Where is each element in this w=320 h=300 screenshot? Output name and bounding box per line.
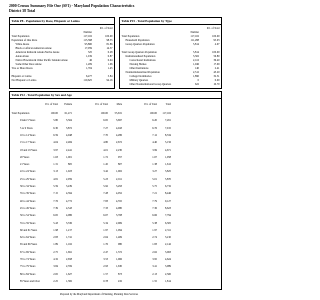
p12-cell: 9,127: [164, 199, 171, 203]
p12-cell: 807: [117, 163, 122, 167]
p12-cell: 5.43: [53, 221, 58, 225]
p12-cell: 1.89: [53, 243, 58, 247]
p8-row-number: 1,704: [85, 67, 92, 70]
p12-cell: 1.57: [103, 272, 108, 276]
p8-row-pct: 1.06: [107, 63, 113, 66]
p8-row-number: 95,860: [84, 43, 92, 46]
report-subtitle: District 38 Total: [9, 9, 36, 13]
p12-cell: 8,334: [164, 133, 171, 137]
p12-cell: 4.81: [53, 177, 58, 181]
p12-cell: 4,043: [115, 126, 122, 130]
p15-row-number: 0: [197, 79, 199, 82]
p12-cell: 7.33: [103, 206, 108, 210]
p12-cell: 7.39: [53, 206, 58, 210]
p12-cell: 1.83: [152, 243, 157, 247]
p12-cell: 3.42: [103, 170, 108, 174]
p15-row-number: 5,814: [192, 43, 199, 46]
p12-row-label: 50 to 54 Years: [20, 214, 36, 218]
p12-cell: 5.34: [103, 221, 108, 225]
p12-cell: 5.59: [53, 185, 58, 188]
p12-col-header: Pct. of Total: [45, 103, 58, 106]
p12-cell: 2.65: [53, 272, 58, 276]
p12-cell: 805: [67, 163, 72, 167]
p8-row-number: 115,398: [83, 39, 92, 42]
p12-cell: 7.70: [103, 133, 108, 137]
p12-cell: 7.36: [152, 206, 157, 210]
p12-row: [10, 134, 221, 138]
p12-row: [10, 200, 221, 204]
p12-cell: 3.27: [152, 170, 157, 174]
p12-cell: 5.01: [152, 177, 157, 181]
p12-cell: 4.01: [103, 148, 108, 152]
p12-cell: 6.59: [53, 133, 58, 137]
p12-row: [10, 156, 221, 160]
p12-row-label: 15 to 17 Years: [20, 141, 36, 145]
p12-cell: 1.38: [152, 163, 157, 167]
p12-cell: 3.53: [103, 258, 108, 261]
p8-row-pct: 81.86: [106, 43, 113, 46]
p12-cell: 0.78: [103, 279, 108, 283]
p12-cell: 4,355: [115, 199, 122, 203]
p12-row: [10, 243, 221, 247]
p12-row-label: 75 to 79 Years: [20, 265, 36, 269]
p12-row: [10, 185, 221, 189]
p12-col-header: Pct. of Total: [95, 103, 108, 106]
p15-row-label: Total Population: [121, 35, 140, 38]
p12-cell: 3.13: [53, 170, 58, 174]
p12-cell: 2,359: [65, 265, 72, 269]
p15-row-pct: 100.00: [212, 35, 220, 38]
p15-row-pct: 100.00: [212, 51, 220, 54]
p8-row-number: 1,019: [85, 55, 92, 58]
p12-cell: 2.47: [103, 250, 108, 254]
p12-cell: 7.28: [103, 192, 108, 196]
p12-cell: 7.27: [103, 126, 108, 130]
p8-row-number: 117,102: [83, 35, 92, 38]
p12-cell: 1,469: [115, 236, 122, 240]
p12-cell: 4,624: [164, 258, 171, 261]
p12-cell: 4.80: [103, 141, 108, 145]
p12-cell: 5,156: [164, 141, 171, 145]
p12-row-label: 20 Years: [20, 155, 30, 159]
p8-row-label: Not Hispanic or Latino: [11, 79, 37, 82]
p12-cell: 2,672: [115, 141, 122, 145]
p8-row-number: 110,625: [83, 79, 92, 82]
p12-cell: 1.97: [103, 228, 108, 232]
p12-cell: 3,872: [65, 126, 72, 130]
p12-cell: 1.55: [152, 279, 157, 283]
p12-row: [10, 265, 221, 269]
p12-cell: 2,484: [65, 141, 72, 145]
p15-row-pct: 10.70: [213, 83, 220, 86]
p12-cell: 2.25: [53, 279, 58, 283]
p12-cell: 2,658: [65, 258, 72, 261]
p12-cell: 4,772: [65, 199, 72, 203]
p12-cell: 3.99: [152, 148, 157, 152]
p12-cell: 4,080: [115, 206, 122, 210]
p12-cell: 100.00: [100, 112, 108, 115]
p15-col-number: Number: [190, 31, 199, 34]
p12-cell: 3,210: [164, 236, 171, 240]
p12-cell: 1.31: [53, 163, 58, 167]
p8-col-pct: Pct. of Total: [99, 27, 113, 30]
p12-cell: 6,305: [164, 221, 171, 225]
p15-row-label: Total Group Quarters Population: [121, 51, 157, 54]
p12-cell: 4,286: [115, 133, 122, 137]
p12-cell: 5.75: [152, 185, 157, 188]
p8-row-label: American Indian & Alaska Native Alone: [15, 51, 60, 54]
p8-row-label: Some Other Race Alone: [15, 63, 42, 66]
p12-row: [10, 214, 221, 218]
p8-row-label: Hispanic or Latino: [11, 75, 32, 78]
p12-cell: 55,631: [114, 112, 122, 115]
p15-row: [120, 43, 221, 47]
p12-cell: 7,915: [164, 126, 171, 130]
p8-row-number: 325: [87, 51, 92, 54]
p12-col-header: Female: [64, 103, 72, 106]
p12-row-label: 55 to 59 Years: [20, 221, 36, 225]
p12-col-header: Total: [165, 103, 171, 106]
p12-cell: 2,441: [65, 148, 72, 152]
p12-cell: 7.15: [53, 192, 58, 196]
p12-row: [10, 207, 221, 211]
p12-cell: 3,564: [65, 119, 72, 123]
p12-cell: 2,142: [164, 243, 171, 247]
p8-row-pct: 0.04: [107, 59, 113, 62]
p12-cell: 6.76: [152, 126, 157, 130]
p12-cell: 873: [117, 272, 122, 276]
p12-cell: 61,471: [64, 112, 72, 115]
p12-cell: 7.79: [152, 199, 157, 203]
p12-cell: 3.95: [152, 258, 157, 261]
p8-row-label: Population of One Race: [11, 39, 38, 42]
p12-row-label: 18 and 19 Years: [20, 148, 38, 152]
p12-row-label: 35 to 39 Years: [20, 192, 36, 196]
p12-cell: 1,691: [65, 250, 72, 254]
p12-cell: 5.80: [53, 119, 58, 123]
p15-row-pct: 2.41: [214, 67, 220, 70]
p15-row-pct: 4.97: [214, 43, 220, 46]
p12-cell: 2.75: [53, 250, 58, 254]
p12-cell: 117,102: [162, 112, 171, 115]
p15-row-label: Household Population: [125, 39, 150, 42]
p12-cell: 2,969: [115, 221, 122, 225]
p12-cell: 1,094: [115, 228, 122, 232]
p12-col-header: Pct. of Total: [144, 103, 157, 106]
p12-row: [10, 163, 221, 167]
p12-col-header: Male: [116, 103, 122, 106]
p12-row: [10, 119, 221, 123]
p12-cell: 2.74: [152, 236, 157, 240]
p12-row: [10, 229, 221, 233]
p8-row-label: Black or African American Alone: [15, 47, 52, 50]
p12-cell: 6.30: [53, 126, 58, 130]
p12-cell: 100.00: [50, 112, 58, 115]
p15-row-pct: 43.20: [213, 71, 220, 74]
p8-row-label: Native Hawaiian & Other Pacific Islander Alone: [15, 59, 68, 62]
p12-row: [10, 178, 221, 182]
p12-row: [10, 273, 221, 277]
p15-row-label: Correctional Institutions: [129, 59, 156, 62]
p8-row-number: 17,059: [84, 47, 92, 50]
p12-cell: 2.64: [103, 236, 108, 240]
table-p8-title: Table P8 - Population by Race, Hispanic or Latino: [10, 18, 114, 25]
p12-row-label: 30 to 34 Years: [20, 185, 36, 188]
p12-cell: 7.21: [152, 192, 157, 196]
p12-row-label: 25 to 29 Years: [20, 177, 36, 181]
p15-row-label: Other Noninstitutional Group Quarters: [129, 83, 172, 86]
p15-row-number: 5,814: [192, 51, 199, 54]
p12-row: [10, 112, 221, 116]
p12-cell: 980: [117, 243, 122, 247]
table-p8: [9, 17, 115, 89]
p8-row-pct: 5.84: [107, 75, 113, 78]
table-p12-title: Table P12 - Total Population by Sex and Age: [10, 92, 221, 99]
p12-cell: 1,382: [65, 279, 72, 283]
p12-cell: 4,048: [65, 133, 72, 137]
p12-cell: 5.92: [103, 185, 108, 188]
p15-row-number: 3,302: [192, 55, 199, 58]
report-footer: Prepared by the Maryland Department of Planning, Planning Data Services: [60, 293, 139, 296]
p12-row-label: 45 to 49 Years: [20, 206, 36, 210]
p8-row: [10, 67, 114, 71]
p12-cell: 7.12: [152, 133, 157, 137]
p12-cell: 7,794: [164, 214, 171, 218]
p12-cell: 7.83: [103, 199, 108, 203]
p12-cell: 2.62: [152, 250, 157, 254]
p12-cell: 1,630: [115, 265, 122, 269]
p12-cell: 4.40: [152, 141, 157, 145]
p12-row: [10, 222, 221, 226]
p12-row: [10, 251, 221, 255]
p12-cell: 6,732: [164, 185, 171, 188]
p15-row-pct: 32.51: [213, 75, 220, 78]
p15-row-number: 117,102: [190, 35, 199, 38]
p8-row-pct: 100.00: [105, 35, 113, 38]
p15-row-number: 622: [194, 83, 199, 86]
p15-row: [120, 83, 221, 87]
p12-cell: 4,394: [65, 192, 72, 196]
p12-row-label: 40 to 44 Years: [20, 199, 36, 203]
p12-cell: 1,814: [164, 279, 171, 283]
p12-row-label: 70 to 74 Years: [20, 258, 36, 261]
p12-cell: 3.84: [53, 265, 58, 269]
p12-cell: 3,439: [65, 185, 72, 188]
p15-row-number: 111,288: [190, 39, 199, 42]
p12-row-label: 22 to 24 Years: [20, 170, 36, 174]
p12-row-label: 65 and 66 Years: [20, 243, 38, 247]
p12-cell: 5,870: [164, 177, 171, 181]
p12-cell: 1,741: [65, 236, 72, 240]
p12-cell: 1.72: [103, 155, 108, 159]
p12-cell: 1.97: [152, 228, 157, 232]
p8-row-number: 46: [89, 59, 92, 62]
p8-row-label: Two or More Races: [11, 67, 33, 70]
p12-row-label: 85 Years and Over: [20, 279, 40, 283]
p12-cell: 4,086: [65, 214, 72, 218]
p12-cell: 2,911: [116, 177, 122, 181]
p8-row: [10, 79, 114, 83]
p8-row-pct: 14.57: [106, 47, 113, 50]
p15-row-label: Noninstitutionalized Population: [125, 71, 160, 74]
p12-row-label: 10 to 14 Years: [20, 133, 36, 137]
p8-row-label: Asian Alone: [15, 55, 29, 58]
p12-cell: 2,959: [65, 177, 72, 181]
p15-row-number: 2,116: [193, 59, 199, 62]
p12-cell: 3,825: [164, 170, 171, 174]
p8-row-pct: 94.16: [106, 79, 113, 82]
p8-row-number: 6,477: [85, 75, 92, 78]
p15-row-label: Institutionalized Population: [125, 55, 156, 58]
p12-cell: 1.45: [103, 163, 108, 167]
table-p12: [9, 91, 222, 290]
p12-cell: 2.13: [152, 272, 157, 276]
p12-cell: 4.32: [53, 258, 58, 261]
p12-row: [10, 280, 221, 284]
p12-cell: 100.00: [149, 112, 157, 115]
p15-row-pct: 56.80: [213, 55, 220, 58]
p12-cell: 1,162: [65, 243, 72, 247]
p12-cell: 432: [117, 279, 122, 283]
p12-cell: 3,697: [115, 119, 122, 123]
p15-row-number: 2,512: [192, 71, 199, 74]
table-p15-title: Table P15 - Total Population by Type: [120, 18, 221, 25]
p12-cell: 4.04: [53, 141, 58, 145]
p12-row: [10, 258, 221, 262]
p12-cell: 6.66: [152, 214, 157, 218]
p12-row: [10, 192, 221, 196]
p12-cell: 1,958: [164, 155, 171, 159]
p12-cell: 3.97: [53, 148, 58, 152]
p8-row-label: Total Population: [11, 35, 30, 38]
p12-cell: 1,627: [65, 272, 72, 276]
p12-row-label: 62 to 64 Years: [20, 236, 36, 240]
p12-cell: 3,989: [164, 265, 171, 269]
p12-row: [10, 236, 221, 240]
p12-cell: 1,612: [164, 163, 171, 167]
p8-row-pct: 98.55: [106, 39, 113, 42]
p12-cell: 7,261: [164, 119, 171, 123]
p12-cell: 5.23: [103, 177, 108, 181]
p15-row-number: 1,046: [192, 63, 199, 66]
p15-row-number: 1,890: [192, 75, 199, 78]
p12-cell: 1.98: [53, 228, 58, 232]
p12-row-label: 67 to 69 Years: [20, 250, 36, 254]
p12-row: [10, 141, 221, 145]
p12-cell: 5.38: [152, 221, 157, 225]
p15-row-label: College Dormitories: [129, 75, 152, 78]
p15-col-pct: Pct. of Total: [206, 27, 220, 30]
p8-col-number: Number: [83, 31, 92, 34]
p12-cell: 1,217: [65, 228, 72, 232]
p12-cell: 1,372: [115, 250, 122, 254]
p12-cell: 1.76: [103, 243, 108, 247]
p12-cell: 1,923: [65, 170, 72, 174]
p12-cell: 1,902: [115, 170, 122, 174]
p15-row-label: Group Quarters Population: [125, 43, 155, 46]
p12-cell: 8,623: [164, 206, 171, 210]
p8-row-number: 1,209: [85, 63, 92, 66]
p12-cell: 6.65: [103, 119, 108, 123]
p15-row-number: 140: [194, 67, 199, 70]
p12-cell: 1,001: [65, 155, 72, 159]
p12-cell: 4,671: [164, 148, 171, 152]
p12-cell: 3.41: [152, 265, 157, 269]
p15-row-pct: 95.03: [213, 39, 220, 42]
p12-cell: 2,500: [164, 272, 171, 276]
p12-cell: 957: [117, 155, 122, 159]
p12-cell: 2.93: [103, 265, 108, 269]
p12-cell: 1.63: [53, 155, 58, 159]
p8-row-pct: 0.28: [107, 51, 113, 54]
p12-cell: 1,966: [115, 258, 122, 261]
p12-cell: 3,336: [65, 221, 72, 225]
p15-row-pct: 17.99: [213, 63, 220, 66]
p12-row-label: 80 to 84 Years: [20, 272, 36, 276]
p8-row-pct: 1.45: [107, 67, 113, 70]
report-title: 2000 Census Summary File One (SF1) - Maryland Population Characteristics: [9, 4, 135, 8]
p12-row: [10, 127, 221, 131]
p8-row-label: White Alone: [15, 43, 30, 46]
p12-row-label: 5 to 9 Years: [20, 126, 33, 130]
p12-cell: 2,230: [115, 148, 122, 152]
p12-row-label: Under 5 Years: [20, 119, 36, 123]
p12-row-label: 60 and 61 Years: [20, 228, 38, 232]
p12-cell: 4,052: [115, 192, 122, 196]
p15-row-label: Other Institutions: [129, 67, 149, 70]
p12-cell: 7.76: [53, 199, 58, 203]
table-p15: [119, 17, 222, 89]
p12-cell: 2,311: [165, 228, 171, 232]
p12-cell: 3,063: [164, 250, 171, 254]
p12-cell: 3,293: [115, 185, 122, 188]
p12-cell: 1.67: [152, 155, 157, 159]
p12-row: [10, 149, 221, 153]
p15-row-pct: 36.40: [213, 59, 220, 62]
p12-cell: 8,446: [164, 192, 171, 196]
p15-row-label: Nursing Homes: [129, 63, 147, 66]
p12-cell: 6.20: [152, 119, 157, 123]
p15-row-pct: 0.00: [214, 79, 220, 82]
p12-cell: 3,708: [115, 214, 122, 218]
p12-cell: 6.65: [53, 214, 58, 218]
p15-row-label: Military Quarters: [129, 79, 149, 82]
p12-row-label: 21 Years: [20, 163, 30, 167]
p12-row-label: Total Population: [11, 112, 30, 115]
p12-cell: 4,543: [65, 206, 72, 210]
p12-cell: 2.83: [53, 236, 58, 240]
p12-row: [10, 170, 221, 174]
p12-cell: 6.67: [103, 214, 108, 218]
p8-row-pct: 0.87: [107, 55, 113, 58]
